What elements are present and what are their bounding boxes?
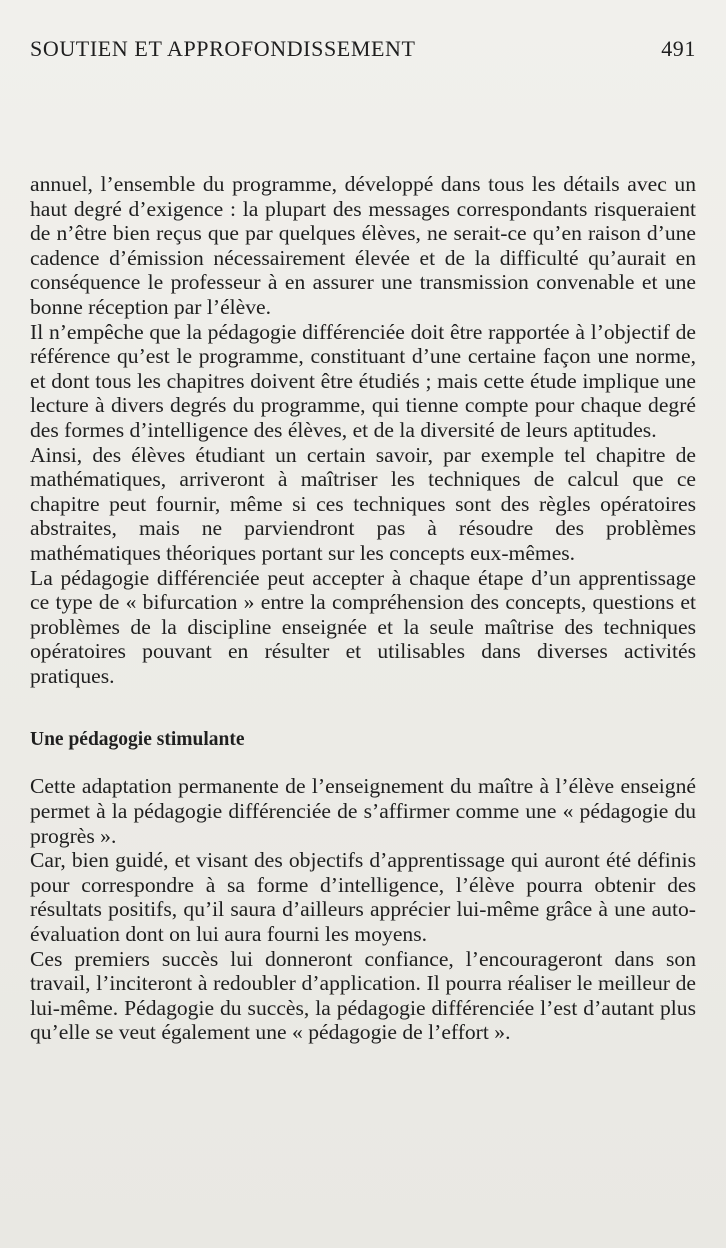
page-number: 491 (661, 36, 696, 61)
paragraph: La pédagogie différenciée peut accepter à chaque étape d’un apprentissage ce type de « bifurcation » entre la compréhension des concepts, questions et problèmes de la discipline enseignée et la seule maîtrise des techniques opératoires pouvant en résulter et utilisables dans diverses activités pratiques. (30, 565, 696, 688)
paragraph: annuel, l’ensemble du programme, développé dans tous les détails avec un haut degré d’exigence : la plupart des messages correspondants risqueraient de n’être bien reçus que par quelques élèves, ne serait-ce qu’en raison d’une cadence d’émission nécessairement élevée et de la difficulté qu’aurait en conséquence le professeur à en assurer une transmission convenable et une bonne réception par l’élève. (30, 172, 696, 319)
paragraph: Ces premiers succès lui donneront confiance, l’encourageront dans son travail, l’inciteront à redoubler d’application. Il pourra réaliser le meilleur de lui-même. Pédagogie du succès, la pédagogie différenciée l’est d’autant plus qu’elle se veut également une « pédagogie de l’effort ». (30, 946, 696, 1045)
paragraph: Cette adaptation permanente de l’enseignement du maître à l’élève enseigné permet à la pédagogie différenciée de s’affirmer comme une « pédagogie du progrès ». (30, 774, 696, 848)
running-head-title: SOUTIEN ET APPROFONDISSEMENT (30, 36, 416, 61)
section-heading: Une pédagogie stimulante (30, 729, 245, 751)
paragraph: Ainsi, des élèves étudiant un certain savoir, par exemple tel chapitre de mathématiques, arriveront à maîtriser les techniques de calcul que ce chapitre peut fournir, même si ces techniques sont des règles opératoires abstraites, mais ne parviendront pas à résoudre des problèmes mathématiques théoriques portant sur les concepts eux-mêmes. (30, 442, 696, 565)
body-text (30, 172, 696, 1045)
paragraph: Il n’empêche que la pédagogie différenciée doit être rapportée à l’objectif de référence qu’est le programme, constituant d’une certaine façon une norme, et dont tous les chapitres doivent être étudiés ; mais cette étude implique une lecture à divers degrés du programme, qui tienne compte pour chaque degré des formes d’intelligence des élèves, et de la diversité de leurs aptitudes. (30, 319, 696, 442)
paragraph: Car, bien guidé, et visant des objectifs d’apprentissage qui auront été définis pour correspondre à sa forme d’intelligence, l’élève pourra obtenir des résultats positifs, qu’il saura d’ailleurs apprécier lui-même grâce à une auto-évaluation dont on lui aura fourni les moyens. (30, 848, 696, 947)
running-head (30, 36, 696, 66)
